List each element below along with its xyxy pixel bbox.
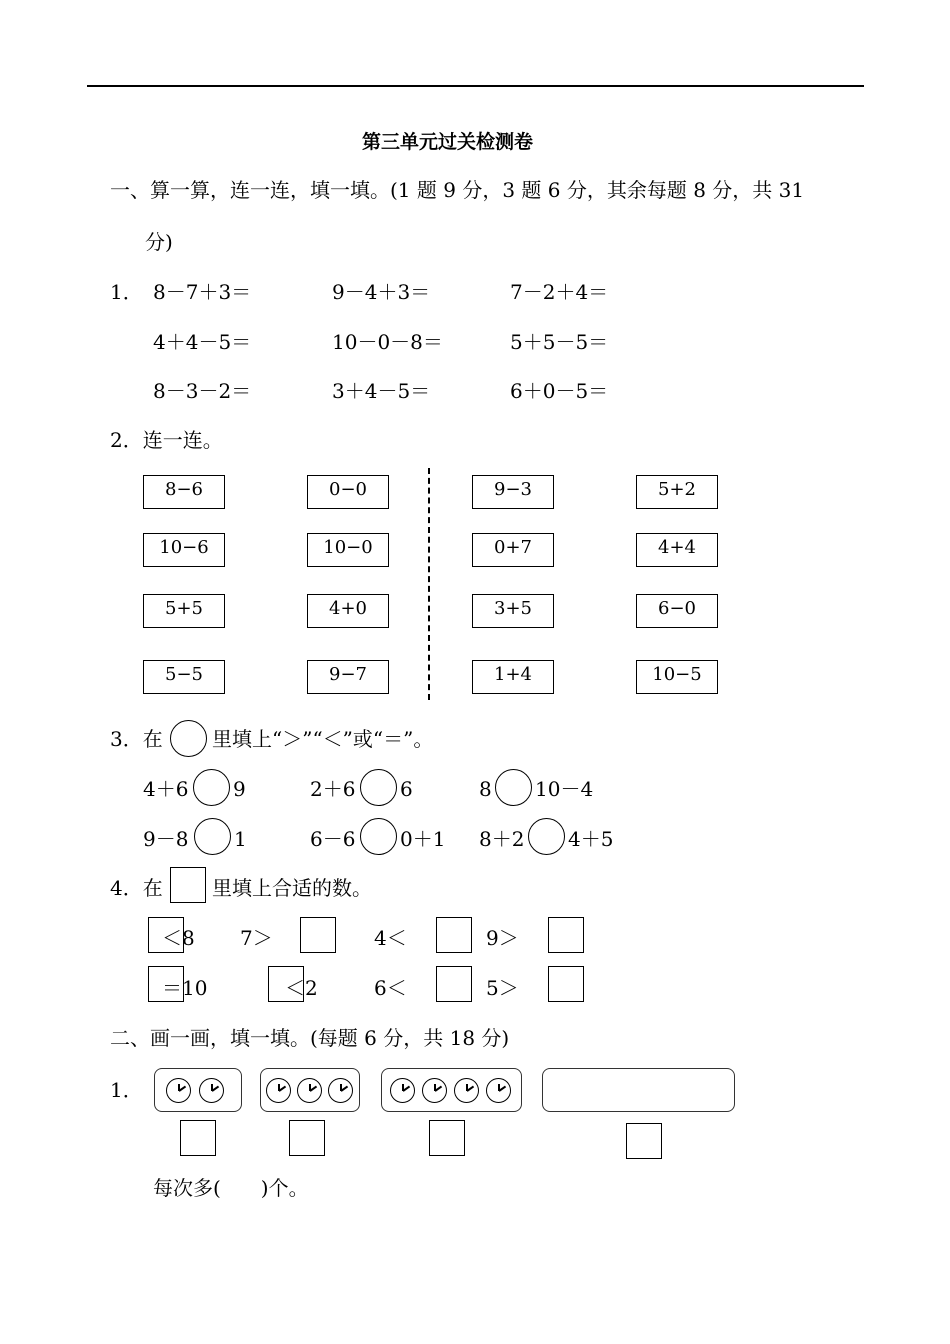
clock-icon — [297, 1078, 322, 1103]
q4-text: 7＞ — [240, 926, 273, 950]
q4-label-prefix: 4．在 — [110, 876, 163, 900]
circle-icon — [170, 720, 207, 757]
q1-expr: 3＋4－5＝ — [332, 379, 431, 403]
q3-right: 0＋1 — [400, 827, 446, 851]
q1-expr: 7－2＋4＝ — [510, 280, 609, 304]
section1-heading: 一、算一算，连一连，填一填。(1 题 9 分，3 题 6 分，其余每题 8 分，共 31 — [110, 178, 805, 202]
count-box[interactable] — [429, 1120, 465, 1156]
q4-text: ＜2 — [285, 976, 318, 1000]
match-box[interactable]: 5+5 — [143, 594, 225, 628]
clock-icon — [328, 1078, 353, 1103]
q4-text: 5＞ — [486, 976, 519, 1000]
answer-box[interactable] — [548, 966, 584, 1002]
match-box[interactable]: 5−5 — [143, 660, 225, 694]
section2-heading: 二、画一画，填一填。(每题 6 分，共 18 分) — [110, 1026, 510, 1050]
q3-right: 6 — [400, 777, 413, 801]
match-box[interactable]: 0+7 — [472, 533, 554, 567]
clock-icon — [266, 1078, 291, 1103]
compare-circle[interactable] — [495, 769, 532, 806]
count-box[interactable] — [626, 1123, 662, 1159]
square-icon — [170, 867, 206, 903]
compare-circle[interactable] — [193, 769, 230, 806]
q1-number: 1． — [110, 280, 143, 304]
q4-text: ＝10 — [162, 976, 208, 1000]
answer-box[interactable] — [436, 917, 472, 953]
q1-expr: 8－3－2＝ — [153, 379, 252, 403]
q4-text: 6＜ — [374, 976, 407, 1000]
match-box[interactable]: 0−0 — [307, 475, 389, 509]
compare-circle[interactable] — [528, 818, 565, 855]
match-box[interactable]: 10−6 — [143, 533, 225, 567]
match-box[interactable]: 5+2 — [636, 475, 718, 509]
clock-icon — [454, 1078, 479, 1103]
q3-left: 6－6 — [310, 827, 356, 851]
q3-left: 8 — [479, 777, 492, 801]
clock-icon — [199, 1078, 224, 1103]
clock-icon — [390, 1078, 415, 1103]
q1-expr: 8－7＋3＝ — [153, 280, 252, 304]
compare-circle[interactable] — [360, 769, 397, 806]
clock-icon — [486, 1078, 511, 1103]
count-box[interactable] — [289, 1120, 325, 1156]
answer-box[interactable] — [548, 917, 584, 953]
q4-text: ＜8 — [162, 926, 195, 950]
q1-expr: 4＋4－5＝ — [153, 330, 252, 354]
q1-expr: 10－0－8＝ — [332, 330, 443, 354]
match-box[interactable]: 9−7 — [307, 660, 389, 694]
q3-left: 8＋2 — [479, 827, 525, 851]
match-box[interactable]: 10−0 — [307, 533, 389, 567]
q2-label: 2．连一连。 — [110, 428, 223, 452]
q1-expr: 6＋0－5＝ — [510, 379, 609, 403]
s2q1-number: 1． — [110, 1078, 143, 1102]
q3-label-prefix: 3．在 — [110, 727, 163, 751]
q1-expr: 9－4＋3＝ — [332, 280, 431, 304]
q4-label-suffix: 里填上合适的数。 — [212, 876, 372, 900]
answer-box[interactable] — [436, 966, 472, 1002]
s2q1-answer: 每次多( )个。 — [153, 1176, 309, 1200]
match-box[interactable]: 3+5 — [472, 594, 554, 628]
q1-expr: 5＋5－5＝ — [510, 330, 609, 354]
match-box[interactable]: 1+4 — [472, 660, 554, 694]
answer-box[interactable] — [300, 917, 336, 953]
match-box[interactable]: 6−0 — [636, 594, 718, 628]
q3-left: 4＋6 — [143, 777, 189, 801]
q3-left: 9－8 — [143, 827, 189, 851]
divider-dashed — [428, 468, 430, 700]
q4-text: 9＞ — [486, 926, 519, 950]
header-rule — [87, 85, 864, 87]
compare-circle[interactable] — [360, 818, 397, 855]
q3-right: 1 — [234, 827, 247, 851]
section1-heading-cont: 分) — [145, 230, 173, 254]
q3-right: 9 — [233, 777, 246, 801]
match-box[interactable]: 4+4 — [636, 533, 718, 567]
draw-area[interactable] — [542, 1068, 735, 1112]
compare-circle[interactable] — [194, 818, 231, 855]
q3-right: 10－4 — [535, 777, 594, 801]
q4-text: 4＜ — [374, 926, 407, 950]
clock-icon — [422, 1078, 447, 1103]
match-box[interactable]: 8−6 — [143, 475, 225, 509]
match-box[interactable]: 4+0 — [307, 594, 389, 628]
q3-label-suffix: 里填上“＞”“＜”或“＝”。 — [212, 727, 434, 751]
clock-icon — [166, 1078, 191, 1103]
match-box[interactable]: 9−3 — [472, 475, 554, 509]
q3-left: 2＋6 — [310, 777, 356, 801]
match-box[interactable]: 10−5 — [636, 660, 718, 694]
q3-right: 4＋5 — [568, 827, 614, 851]
page-title: 第三单元过关检测卷 — [362, 131, 534, 153]
count-box[interactable] — [180, 1120, 216, 1156]
